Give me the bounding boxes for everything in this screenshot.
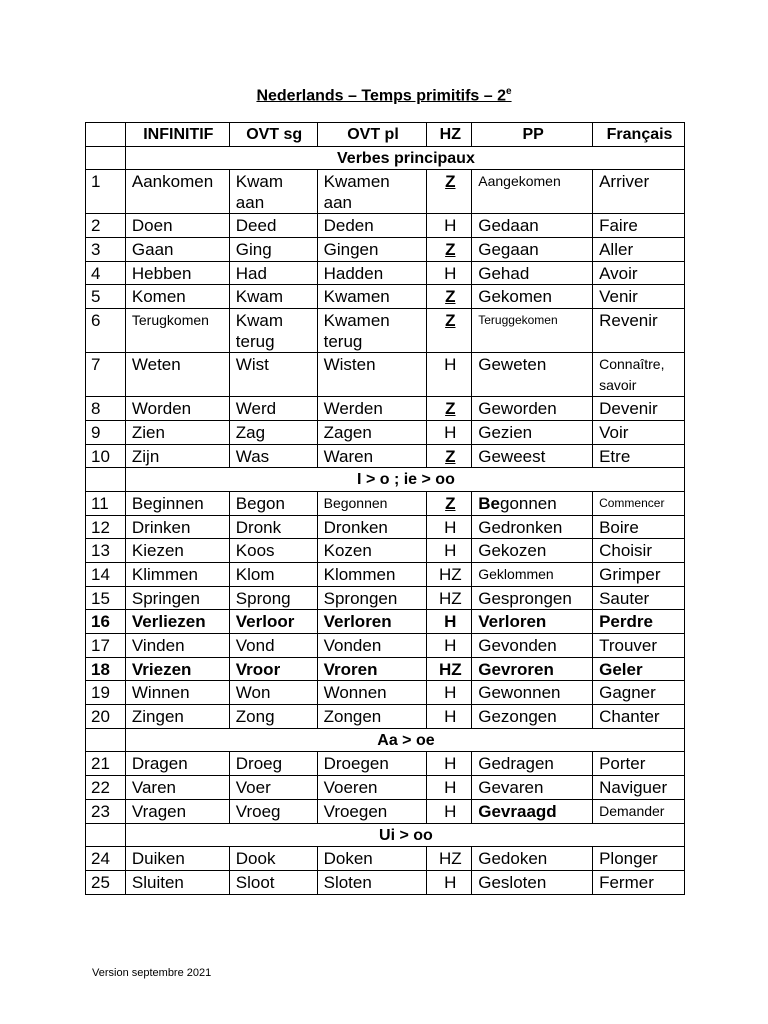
- ovt-sg-cell: Verloor: [229, 610, 317, 634]
- pp-text: Gevroren: [478, 659, 554, 679]
- pp-cell: [472, 491, 593, 515]
- row-number: 5: [86, 285, 126, 309]
- infinitif-cell: Weten: [125, 353, 229, 397]
- row-number: 10: [86, 444, 126, 468]
- infinitif-cell: Worden: [125, 397, 229, 421]
- francais-cell: Chanter: [593, 705, 685, 729]
- pp-cell: [472, 238, 593, 262]
- pp-text: Gehad: [478, 263, 530, 283]
- row-number: 6: [86, 309, 126, 353]
- auxiliary-label: Z: [445, 446, 456, 466]
- auxiliary-label: H: [444, 517, 457, 537]
- francais-cell: Fermer: [593, 870, 685, 894]
- auxiliary-label: Z: [445, 240, 456, 260]
- ovt-pl-cell: Wisten: [317, 353, 427, 397]
- pp-cell: [472, 170, 593, 214]
- infinitif-cell: Dragen: [125, 752, 229, 776]
- table-row: [86, 420, 685, 444]
- pp-bold-prefix: Be: [478, 493, 500, 513]
- francais-cell: Boire: [593, 515, 685, 539]
- francais-cell: Perdre: [593, 610, 685, 634]
- hz-cell: [427, 238, 472, 262]
- verb-table-body: [86, 123, 685, 895]
- francais-cell: Choisir: [593, 539, 685, 563]
- table-row: [86, 214, 685, 238]
- row-number: 1: [86, 170, 126, 214]
- pp-text: Gedragen: [478, 754, 554, 774]
- ovt-sg-cell: Wist: [229, 353, 317, 397]
- row-number: 7: [86, 353, 126, 397]
- infinitif-cell: Sluiten: [125, 870, 229, 894]
- ovt-sg-cell: Sloot: [229, 870, 317, 894]
- auxiliary-label: H: [444, 683, 457, 703]
- ovt-sg-cell: Deed: [229, 214, 317, 238]
- auxiliary-label: HZ: [438, 588, 462, 608]
- ovt-pl-cell: Doken: [317, 847, 427, 871]
- pp-text: Aangekomen: [478, 173, 561, 190]
- pp-cell: [472, 562, 593, 586]
- pp-cell: [472, 657, 593, 681]
- ovt-pl-cell: Droegen: [317, 752, 427, 776]
- infinitif-cell: Vriezen: [125, 657, 229, 681]
- pp-cell: [472, 285, 593, 309]
- infinitif-cell: Hebben: [125, 261, 229, 285]
- hz-cell: [427, 870, 472, 894]
- francais-cell: Naviguer: [593, 776, 685, 800]
- infinitif-cell: Terugkomen: [125, 309, 229, 353]
- pp-cell: [472, 214, 593, 238]
- ovt-sg-cell: Voer: [229, 776, 317, 800]
- ovt-pl-cell: Vroegen: [317, 799, 427, 823]
- row-number: 3: [86, 238, 126, 262]
- ovt-sg-cell: Droeg: [229, 752, 317, 776]
- page-title: [0, 86, 768, 105]
- pp-cell: [472, 752, 593, 776]
- table-row: [86, 491, 685, 515]
- hz-cell: [427, 539, 472, 563]
- row-number: 25: [86, 870, 126, 894]
- table-row: [86, 799, 685, 823]
- table-row: [86, 170, 685, 214]
- ovt-sg-cell: Vroeg: [229, 799, 317, 823]
- table-row: [86, 444, 685, 468]
- section-row: [86, 823, 685, 847]
- francais-cell: Commencer: [593, 491, 685, 515]
- row-number: 14: [86, 562, 126, 586]
- francais-cell: Geler: [593, 657, 685, 681]
- ovt-pl-cell: Verloren: [317, 610, 427, 634]
- hz-cell: [427, 285, 472, 309]
- auxiliary-label: Z: [445, 172, 456, 192]
- auxiliary-label: H: [444, 778, 457, 798]
- francais-cell: Connaître, savoir: [593, 353, 685, 397]
- pp-cell: [472, 776, 593, 800]
- row-number: 9: [86, 420, 126, 444]
- hz-cell: [427, 799, 472, 823]
- infinitif-cell: Springen: [125, 586, 229, 610]
- pp-cell: [472, 309, 593, 353]
- pp-cell: [472, 870, 593, 894]
- hz-cell: [427, 681, 472, 705]
- ovt-sg-cell: Had: [229, 261, 317, 285]
- ovt-pl-cell: Sprongen: [317, 586, 427, 610]
- ovt-sg-cell: Werd: [229, 397, 317, 421]
- header-cell-num: [86, 123, 126, 147]
- hz-cell: [427, 586, 472, 610]
- hz-cell: [427, 491, 472, 515]
- ovt-sg-cell: Sprong: [229, 586, 317, 610]
- table-row: [86, 261, 685, 285]
- francais-cell: Gagner: [593, 681, 685, 705]
- francais-cell: Faire: [593, 214, 685, 238]
- ovt-sg-cell: Vroor: [229, 657, 317, 681]
- pp-text: Gesprongen: [478, 588, 572, 608]
- auxiliary-label: H: [444, 355, 457, 375]
- table-row: [86, 562, 685, 586]
- francais-cell: Grimper: [593, 562, 685, 586]
- pp-cell: [472, 261, 593, 285]
- ovt-sg-cell: Kwam: [229, 285, 317, 309]
- section-num-cell: [86, 728, 126, 752]
- ovt-sg-cell: Dronk: [229, 515, 317, 539]
- pp-text: gonnen: [499, 493, 557, 513]
- francais-cell: Revenir: [593, 309, 685, 353]
- auxiliary-label: H: [444, 754, 457, 774]
- pp-text: Gevraagd: [478, 801, 557, 821]
- ovt-sg-cell: Kwam aan: [229, 170, 317, 214]
- hz-cell: [427, 309, 472, 353]
- ovt-sg-cell: Koos: [229, 539, 317, 563]
- ovt-pl-cell: Voeren: [317, 776, 427, 800]
- pp-cell: [472, 397, 593, 421]
- hz-cell: [427, 657, 472, 681]
- ovt-pl-cell: Vroren: [317, 657, 427, 681]
- row-number: 4: [86, 261, 126, 285]
- table-row: [86, 515, 685, 539]
- francais-cell: Demander: [593, 799, 685, 823]
- table-row: [86, 681, 685, 705]
- pp-cell: [472, 847, 593, 871]
- infinitif-cell: Aankomen: [125, 170, 229, 214]
- infinitif-cell: Zien: [125, 420, 229, 444]
- pp-text: Gezongen: [478, 707, 557, 727]
- section-num-cell: [86, 146, 126, 170]
- row-number: 19: [86, 681, 126, 705]
- pp-text: Gedaan: [478, 216, 539, 236]
- pp-text: Geworden: [478, 399, 557, 419]
- row-number: 22: [86, 776, 126, 800]
- section-label: I > o ; ie > oo: [125, 468, 684, 492]
- infinitif-cell: Vragen: [125, 799, 229, 823]
- pp-cell: [472, 420, 593, 444]
- francais-cell: Porter: [593, 752, 685, 776]
- infinitif-cell: Gaan: [125, 238, 229, 262]
- header-cell-infinitif: INFINITIF: [125, 123, 229, 147]
- ovt-pl-cell: Vonden: [317, 634, 427, 658]
- ovt-sg-cell: Kwam terug: [229, 309, 317, 353]
- table-row: [86, 238, 685, 262]
- infinitif-cell: Beginnen: [125, 491, 229, 515]
- ovt-pl-cell: Begonnen: [317, 491, 427, 515]
- section-num-cell: [86, 823, 126, 847]
- pp-cell: [472, 610, 593, 634]
- table-row: [86, 776, 685, 800]
- table-row: [86, 847, 685, 871]
- ovt-sg-cell: Begon: [229, 491, 317, 515]
- header-cell-hz: HZ: [427, 123, 472, 147]
- francais-cell: Sauter: [593, 586, 685, 610]
- row-number: 13: [86, 539, 126, 563]
- francais-cell: Trouver: [593, 634, 685, 658]
- ovt-pl-cell: Kwamen terug: [317, 309, 427, 353]
- row-number: 21: [86, 752, 126, 776]
- ovt-pl-cell: Zongen: [317, 705, 427, 729]
- ovt-sg-cell: Dook: [229, 847, 317, 871]
- header-cell-pp: PP: [472, 123, 593, 147]
- infinitif-cell: Verliezen: [125, 610, 229, 634]
- auxiliary-label: H: [444, 801, 457, 821]
- hz-cell: [427, 214, 472, 238]
- table-row: [86, 539, 685, 563]
- pp-text: Gevaren: [478, 778, 544, 798]
- title-superscript: e: [506, 86, 512, 97]
- auxiliary-label: Z: [445, 311, 456, 331]
- hz-cell: [427, 170, 472, 214]
- section-row: [86, 728, 685, 752]
- hz-cell: [427, 444, 472, 468]
- infinitif-cell: Vinden: [125, 634, 229, 658]
- infinitif-cell: Winnen: [125, 681, 229, 705]
- header-cell-francais: Français: [593, 123, 685, 147]
- row-number: 18: [86, 657, 126, 681]
- hz-cell: [427, 610, 472, 634]
- hz-cell: [427, 562, 472, 586]
- pp-text: Gekozen: [478, 541, 547, 561]
- auxiliary-label: H: [444, 422, 457, 442]
- francais-cell: Devenir: [593, 397, 685, 421]
- pp-text: Gegaan: [478, 240, 539, 260]
- ovt-pl-cell: Deden: [317, 214, 427, 238]
- ovt-pl-cell: Klommen: [317, 562, 427, 586]
- ovt-pl-cell: Dronken: [317, 515, 427, 539]
- infinitif-cell: Klimmen: [125, 562, 229, 586]
- section-label: Aa > oe: [125, 728, 684, 752]
- auxiliary-label: H: [444, 541, 457, 561]
- table-row: [86, 657, 685, 681]
- auxiliary-label: H: [444, 707, 457, 727]
- table-row: [86, 634, 685, 658]
- section-num-cell: [86, 468, 126, 492]
- infinitif-cell: Drinken: [125, 515, 229, 539]
- pp-cell: [472, 586, 593, 610]
- pp-text: Gedoken: [478, 849, 548, 869]
- pp-text: Gekomen: [478, 287, 552, 307]
- section-row: [86, 468, 685, 492]
- page-title-text: Nederlands – Temps primitifs – 2: [256, 87, 506, 105]
- pp-text: Geklommen: [478, 565, 554, 582]
- francais-cell: Arriver: [593, 170, 685, 214]
- verb-table: [85, 122, 685, 895]
- hz-cell: [427, 634, 472, 658]
- infinitif-cell: Doen: [125, 214, 229, 238]
- ovt-pl-cell: Kwamen: [317, 285, 427, 309]
- auxiliary-label: Z: [445, 287, 456, 307]
- header-cell-ovt-sg: OVT sg: [229, 123, 317, 147]
- auxiliary-label: Z: [445, 399, 456, 419]
- pp-text: Gedronken: [478, 517, 563, 537]
- pp-text: Gezien: [478, 422, 533, 442]
- ovt-pl-cell: Sloten: [317, 870, 427, 894]
- table-row: [86, 309, 685, 353]
- table-row: [86, 397, 685, 421]
- row-number: 8: [86, 397, 126, 421]
- ovt-pl-cell: Kozen: [317, 539, 427, 563]
- table-row: [86, 870, 685, 894]
- auxiliary-label: H: [444, 872, 457, 892]
- francais-cell: Voir: [593, 420, 685, 444]
- hz-cell: [427, 515, 472, 539]
- auxiliary-label: HZ: [438, 564, 462, 584]
- hz-cell: [427, 261, 472, 285]
- hz-cell: [427, 776, 472, 800]
- ovt-pl-cell: Gingen: [317, 238, 427, 262]
- pp-text: Geweten: [478, 355, 547, 375]
- table-row: [86, 285, 685, 309]
- pp-cell: [472, 634, 593, 658]
- pp-text: Gesloten: [478, 872, 547, 892]
- ovt-pl-cell: Hadden: [317, 261, 427, 285]
- pp-cell: [472, 353, 593, 397]
- hz-cell: [427, 420, 472, 444]
- section-label: Verbes principaux: [125, 146, 684, 170]
- table-row: [86, 705, 685, 729]
- hz-cell: [427, 705, 472, 729]
- pp-text: Verloren: [478, 612, 547, 632]
- row-number: 16: [86, 610, 126, 634]
- ovt-sg-cell: Ging: [229, 238, 317, 262]
- row-number: 15: [86, 586, 126, 610]
- header-row: [86, 123, 685, 147]
- hz-cell: [427, 353, 472, 397]
- auxiliary-label: H: [444, 216, 457, 236]
- ovt-pl-cell: Kwamen aan: [317, 170, 427, 214]
- pp-text: Gewonnen: [478, 683, 561, 703]
- ovt-sg-cell: Vond: [229, 634, 317, 658]
- ovt-sg-cell: Won: [229, 681, 317, 705]
- table-row: [86, 353, 685, 397]
- row-number: 11: [86, 491, 126, 515]
- ovt-pl-cell: Zagen: [317, 420, 427, 444]
- auxiliary-label: H: [444, 636, 457, 655]
- pp-text: Teruggekomen: [478, 313, 558, 328]
- row-number: 17: [86, 634, 126, 658]
- row-number: 2: [86, 214, 126, 238]
- pp-cell: [472, 799, 593, 823]
- table-row: [86, 752, 685, 776]
- hz-cell: [427, 397, 472, 421]
- pp-text: Gevonden: [478, 636, 557, 655]
- ovt-pl-cell: Waren: [317, 444, 427, 468]
- hz-cell: [427, 752, 472, 776]
- infinitif-cell: Zingen: [125, 705, 229, 729]
- ovt-sg-cell: Zag: [229, 420, 317, 444]
- row-number: 12: [86, 515, 126, 539]
- hz-cell: [427, 847, 472, 871]
- row-number: 23: [86, 799, 126, 823]
- pp-cell: [472, 515, 593, 539]
- section-label: Ui > oo: [125, 823, 684, 847]
- pp-cell: [472, 681, 593, 705]
- pp-cell: [472, 705, 593, 729]
- ovt-pl-cell: Werden: [317, 397, 427, 421]
- infinitif-cell: Zijn: [125, 444, 229, 468]
- pp-cell: [472, 444, 593, 468]
- ovt-sg-cell: Zong: [229, 705, 317, 729]
- ovt-pl-cell: Wonnen: [317, 681, 427, 705]
- francais-cell: Plonger: [593, 847, 685, 871]
- infinitif-cell: Komen: [125, 285, 229, 309]
- francais-cell: Venir: [593, 285, 685, 309]
- infinitif-cell: Duiken: [125, 847, 229, 871]
- infinitif-cell: Varen: [125, 776, 229, 800]
- infinitif-cell: Kiezen: [125, 539, 229, 563]
- row-number: 24: [86, 847, 126, 871]
- auxiliary-label: H: [444, 612, 457, 632]
- auxiliary-label: HZ: [438, 659, 462, 679]
- footer-version: Version septembre 2021: [92, 967, 212, 979]
- auxiliary-label: Z: [445, 493, 456, 513]
- auxiliary-label: H: [444, 263, 457, 283]
- row-number: 20: [86, 705, 126, 729]
- ovt-sg-cell: Klom: [229, 562, 317, 586]
- francais-cell: Aller: [593, 238, 685, 262]
- table-row: [86, 586, 685, 610]
- section-row: [86, 146, 685, 170]
- francais-cell: Avoir: [593, 261, 685, 285]
- ovt-sg-cell: Was: [229, 444, 317, 468]
- francais-cell: Etre: [593, 444, 685, 468]
- header-cell-ovt-pl: OVT pl: [317, 123, 427, 147]
- pp-text: Geweest: [478, 446, 546, 466]
- auxiliary-label: HZ: [438, 849, 462, 869]
- table-row: [86, 610, 685, 634]
- pp-cell: [472, 539, 593, 563]
